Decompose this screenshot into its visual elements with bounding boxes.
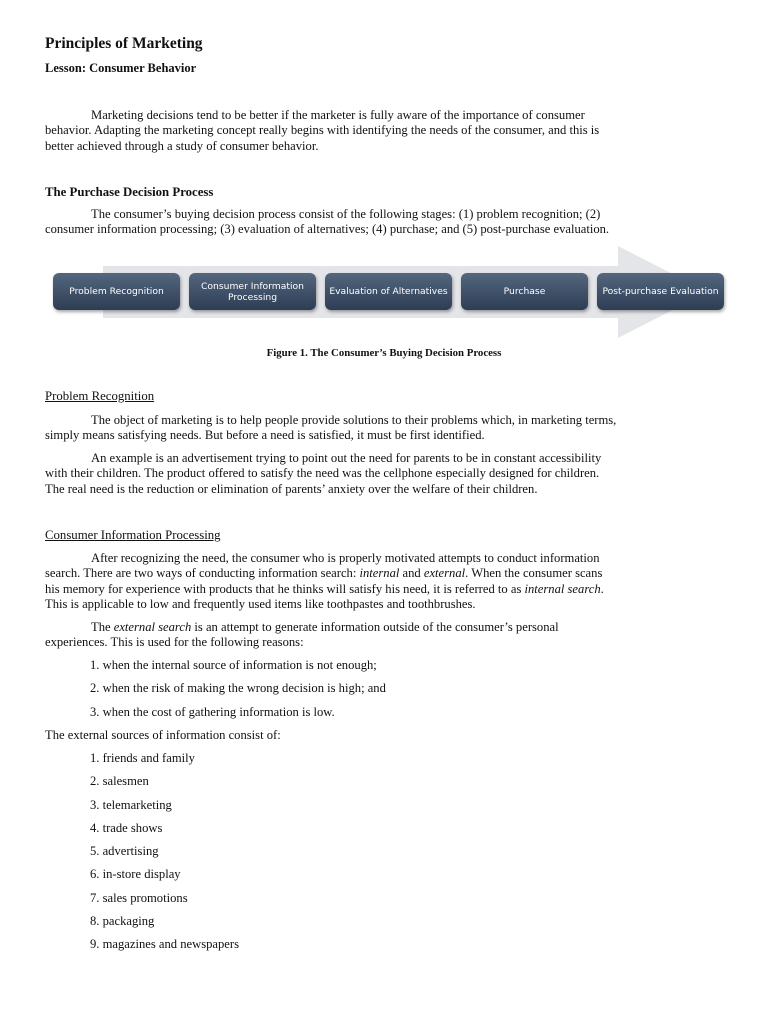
source-item: 8. packaging	[90, 914, 155, 928]
reason-item: 3. when the cost of gathering information is low.	[90, 705, 335, 719]
problem-recognition-paragraph-1	[45, 413, 725, 444]
source-item: 4. trade shows	[90, 821, 163, 835]
decision-process-diagram	[48, 246, 730, 341]
paragraph-line: search. There are two ways of conducting information search: internal and external. When the consumer scans	[45, 566, 603, 581]
sources-intro: The external sources of information consist of:	[45, 728, 281, 742]
source-item: 6. in-store display	[90, 867, 181, 881]
step-post-purchase-evaluation: Post-purchase Evaluation	[597, 273, 724, 310]
paragraph-line: consumer information processing; (3) evaluation of alternatives; (4) purchase; and (5) post-purchase evaluation.	[45, 222, 610, 237]
paragraph-line: After recognizing the need, the consumer who is properly motivated attempts to conduct information	[91, 551, 600, 565]
reason-item: 2. when the risk of making the wrong decision is high; and	[90, 681, 386, 695]
term-external-search: external search	[113, 620, 192, 634]
step-purchase: Purchase	[461, 273, 588, 310]
intro-paragraph	[45, 108, 725, 154]
term-internal: internal	[359, 566, 400, 581]
paragraph-line: The external search is an attempt to generate information outside of the consumer’s personal	[91, 620, 559, 634]
source-item: 7. sales promotions	[90, 891, 188, 905]
term-internal-search: internal search	[524, 581, 601, 596]
figure-caption: Figure 1. The Consumer’s Buying Decision Process	[266, 347, 502, 359]
source-item: 9. magazines and newspapers	[90, 937, 239, 951]
source-item: 1. friends and family	[90, 751, 195, 765]
cip-paragraph-1	[45, 551, 725, 612]
paragraph-line: The real need is the reduction or elimination of parents’ anxiety over the welfare of their children.	[45, 481, 538, 496]
paragraph-line: with their children. The product offered to satisfy the need was the cellphone especially designed for children.	[45, 466, 600, 481]
paragraph-line: The object of marketing is to help people provide solutions to their problems which, in marketing terms,	[91, 413, 617, 427]
term-external: external	[423, 566, 466, 581]
intro-line: better achieved through a study of consumer behavior.	[45, 138, 319, 153]
intro-line: behavior. Adapting the marketing concept really begins with identifying the needs of the consumer, and this is	[45, 123, 600, 138]
paragraph-line: An example is an advertisement trying to point out the need for parents to be in constant accessibility	[91, 451, 602, 465]
document-title: Principles of Marketing	[45, 35, 203, 52]
paragraph-line: The consumer’s buying decision process consist of the following stages: (1) problem recognition; (2)	[91, 207, 601, 221]
step-consumer-information-processing: Consumer Information Processing	[189, 273, 316, 310]
lesson-subtitle: Lesson: Consumer Behavior	[45, 61, 197, 75]
paragraph-line: This is applicable to low and frequently used items like toothpastes and toothbrushes.	[45, 596, 476, 611]
problem-recognition-heading: Problem Recognition	[45, 389, 155, 403]
paragraph-line: experiences. This is used for the following reasons:	[45, 635, 304, 650]
reason-item: 1. when the internal source of information is not enough;	[90, 658, 377, 672]
source-item: 5. advertising	[90, 844, 159, 858]
purchase-process-heading: The Purchase Decision Process	[45, 185, 214, 199]
paragraph-line: simply means satisfying needs. But before a need is satisfied, it must be first identified.	[45, 428, 485, 443]
step-evaluation-of-alternatives: Evaluation of Alternatives	[325, 273, 452, 310]
purchase-process-paragraph	[45, 207, 725, 238]
source-item: 3. telemarketing	[90, 798, 172, 812]
paragraph-line: his memory for experience with products that he thinks will satisfy his need, it is referred to as internal search.	[45, 581, 604, 596]
step-problem-recognition: Problem Recognition	[53, 273, 180, 310]
problem-recognition-paragraph-2	[45, 451, 725, 497]
cip-heading: Consumer Information Processing	[45, 528, 221, 542]
source-item: 2. salesmen	[90, 774, 149, 788]
intro-line: Marketing decisions tend to be better if the marketer is fully aware of the importance of consumer	[91, 108, 585, 122]
cip-paragraph-2	[45, 620, 725, 651]
